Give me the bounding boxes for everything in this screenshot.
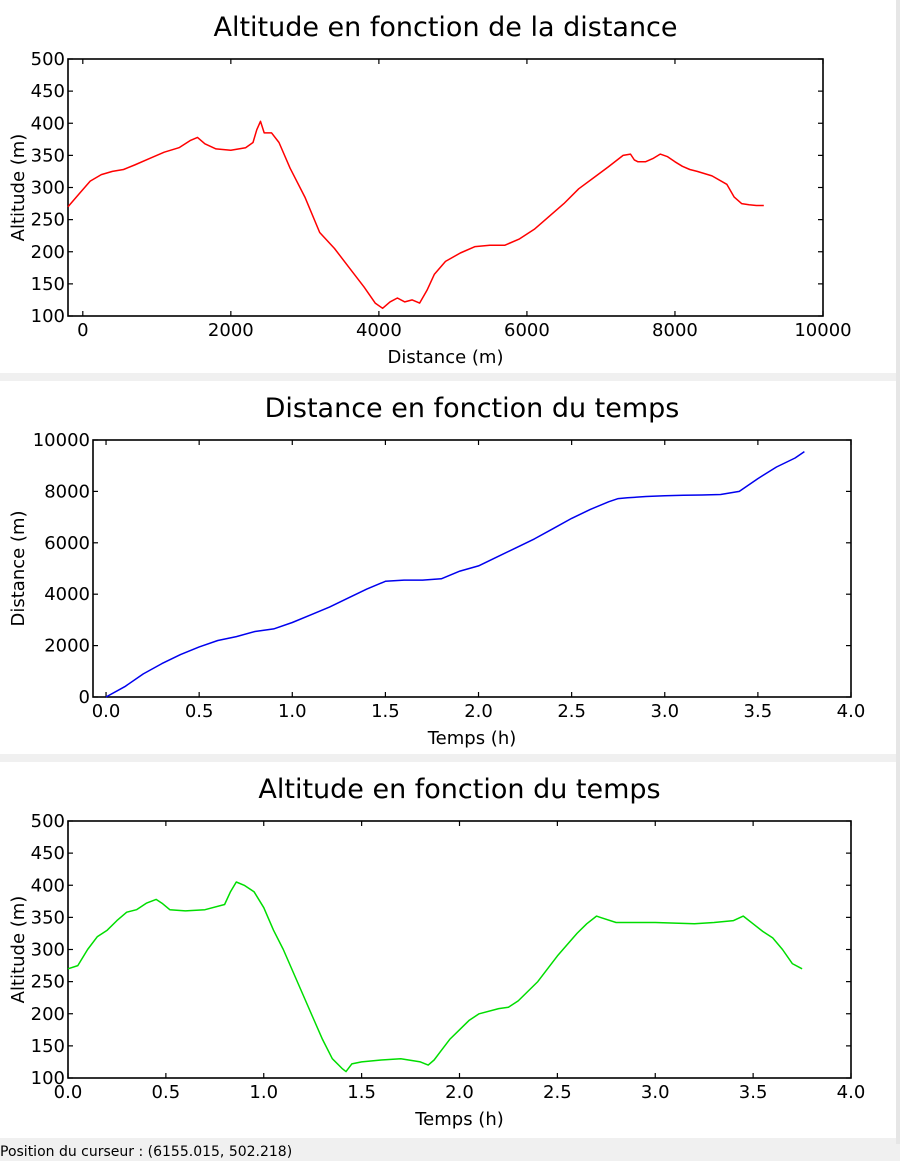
chart-title: Altitude en fonction de la distance <box>213 12 678 43</box>
x-tick-label: 0.0 <box>91 701 121 722</box>
y-tick-label: 300 <box>30 177 65 199</box>
x-tick-label: 2.0 <box>445 1082 474 1103</box>
chart-title: Distance en fonction du temps <box>264 393 680 424</box>
y-axis-label: Altitude (m) <box>8 133 29 242</box>
y-tick-label: 150 <box>30 273 65 295</box>
x-tick-label: 8000 <box>652 320 698 341</box>
chart-title: Altitude en fonction du temps <box>258 774 661 805</box>
x-tick-label: 0.5 <box>184 701 214 722</box>
chart-altitude-distance <box>0 0 896 373</box>
y-tick-label: 200 <box>30 241 65 263</box>
chart-panel-distance-time <box>0 381 896 754</box>
y-tick-label: 500 <box>30 811 65 832</box>
x-tick-label: 1.0 <box>249 1082 279 1103</box>
plot-area <box>68 59 823 316</box>
y-tick-label: 450 <box>30 843 65 865</box>
y-tick-label: 2000 <box>44 635 90 657</box>
plot-area <box>68 821 851 1078</box>
chart-panel-altitude-time <box>0 762 896 1138</box>
cursor-position-label: Position du curseur : (6155.015, 502.218) <box>0 1144 293 1160</box>
y-tick-label: 200 <box>30 1003 65 1025</box>
y-tick-label: 10000 <box>32 430 90 451</box>
x-tick-label: 2.0 <box>464 701 493 722</box>
y-tick-label: 400 <box>30 113 65 135</box>
x-tick-label: 1.5 <box>371 701 400 722</box>
x-tick-label: 2.5 <box>543 1082 572 1103</box>
x-tick-label: 0.5 <box>151 1082 181 1103</box>
x-tick-label: 1.5 <box>347 1082 376 1103</box>
x-tick-label: 0 <box>77 320 89 341</box>
window-right-edge <box>896 0 900 1144</box>
y-tick-label: 400 <box>30 875 65 897</box>
x-tick-label: 3.5 <box>743 701 773 722</box>
y-tick-label: 500 <box>30 49 65 70</box>
y-tick-label: 300 <box>30 939 65 961</box>
plot-area <box>93 440 851 697</box>
y-tick-label: 6000 <box>44 532 90 554</box>
status-bar <box>0 1144 900 1161</box>
x-tick-label: 2.5 <box>557 701 586 722</box>
x-tick-label: 3.0 <box>650 701 680 722</box>
y-tick-label: 8000 <box>44 481 90 503</box>
x-tick-label: 3.0 <box>640 1082 670 1103</box>
x-axis-label: Temps (h) <box>427 728 517 749</box>
x-tick-label: 4.0 <box>836 1082 866 1103</box>
x-axis-label: Temps (h) <box>415 1109 504 1130</box>
x-tick-label: 4000 <box>355 320 402 341</box>
chart-altitude-time <box>0 762 896 1138</box>
x-tick-label: 0.0 <box>53 1082 83 1103</box>
y-tick-label: 350 <box>30 907 65 929</box>
y-tick-label: 4000 <box>44 584 90 606</box>
y-tick-label: 100 <box>30 306 65 327</box>
y-axis-label: Distance (m) <box>8 510 29 627</box>
x-tick-label: 4.0 <box>836 701 866 722</box>
y-tick-label: 350 <box>30 145 65 167</box>
x-tick-label: 2000 <box>207 320 254 341</box>
chart-distance-time <box>0 381 896 754</box>
x-tick-label: 6000 <box>504 320 550 341</box>
y-tick-label: 250 <box>30 209 65 231</box>
y-tick-label: 150 <box>30 1035 65 1057</box>
y-tick-label: 450 <box>30 81 65 103</box>
x-axis-label: Distance (m) <box>387 347 504 368</box>
y-tick-label: 250 <box>30 971 65 993</box>
x-tick-label: 3.5 <box>738 1082 768 1103</box>
y-tick-label: 0 <box>78 687 90 708</box>
y-tick-label: 100 <box>30 1068 65 1089</box>
x-tick-label: 1.0 <box>277 701 307 722</box>
y-axis-label: Altitude (m) <box>8 895 29 1004</box>
chart-panel-altitude-distance <box>0 0 896 373</box>
x-tick-label: 10000 <box>794 320 852 341</box>
